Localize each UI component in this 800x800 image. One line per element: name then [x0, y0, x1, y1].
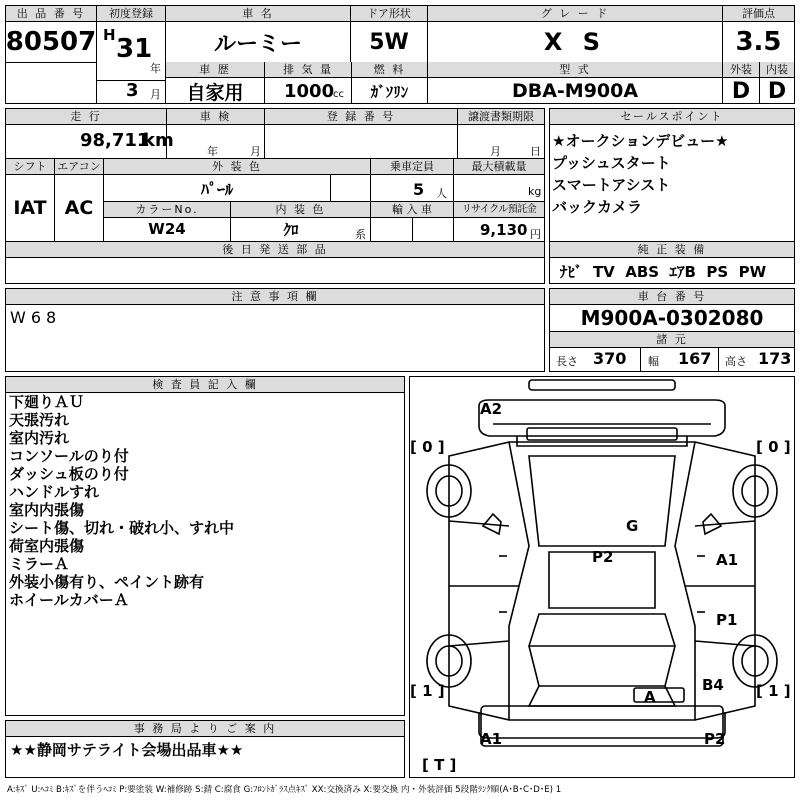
- mileage-unit: km: [143, 130, 174, 151]
- year-unit: 年: [150, 62, 161, 75]
- equipment-label: 純 正 装 備: [550, 242, 794, 258]
- inspector-line: 外装小傷有り、ペイント跡有: [9, 573, 205, 591]
- car-name-label: 車 名: [166, 6, 350, 22]
- notes-value: W68: [10, 308, 62, 327]
- grade: X S: [543, 28, 607, 56]
- model-label: 型 式: [428, 62, 722, 78]
- reg-month: 3: [126, 80, 139, 101]
- reg-year: 31: [116, 34, 153, 64]
- diagram-mark: A1: [716, 551, 739, 569]
- selling-item: ★オークションデビュー★: [552, 132, 729, 150]
- era: H: [103, 26, 116, 44]
- capacity-label: 乗車定員: [371, 159, 453, 175]
- length: 370: [593, 349, 627, 368]
- maxload-label: 最大積載量: [454, 159, 544, 175]
- selling-item: スマートアシスト: [552, 176, 671, 194]
- length-label: 長さ: [556, 355, 578, 368]
- width: 167: [678, 349, 712, 368]
- width-label: 幅: [648, 355, 659, 368]
- month-unit: 月: [150, 88, 161, 101]
- car-diagram: [409, 376, 795, 778]
- inspector-line: ダッシュ板のり付: [9, 465, 129, 483]
- transfer-label: 譲渡書類期限: [458, 109, 544, 125]
- diagram-mark: A2: [480, 400, 503, 418]
- fuel: ｶﾞｿﾘﾝ: [370, 82, 409, 101]
- first-reg-label: 初度登録: [97, 6, 165, 22]
- diagram-mark: A: [644, 688, 656, 706]
- office-value: ★★静岡サテライト会場出品車★★: [10, 741, 244, 759]
- spec-label: 諸 元: [550, 332, 794, 348]
- ac-label: エアコン: [55, 159, 103, 175]
- mileage: 98,711: [80, 130, 150, 151]
- model-code: DBA-M900A: [511, 80, 639, 102]
- selling-item: バックカメラ: [552, 198, 643, 216]
- insp-year-unit: 年: [207, 145, 218, 158]
- car-name: ルーミー: [213, 31, 302, 57]
- equipment: ﾅﾋﾞ TV ABS ｴｱB PS PW: [560, 263, 767, 281]
- inspection-label: 車 検: [167, 109, 264, 125]
- inspector-line: ホイールカバーＡ: [9, 591, 129, 609]
- lot-label: 出 品 番 号: [6, 6, 96, 22]
- recycle-unit: 円: [530, 228, 541, 241]
- diagram-bottom: [ T ]: [422, 756, 457, 774]
- chassis-number: M900A-0302080: [580, 306, 764, 330]
- inspector-line: シート傷、切れ・破れ小、すれ中: [9, 519, 235, 537]
- selling-label: セールスポイント: [550, 109, 794, 125]
- score: 3.5: [735, 27, 782, 57]
- inspector-line: ハンドルすれ: [9, 483, 100, 501]
- air-conditioner: AC: [64, 197, 94, 219]
- transfer-day: 日: [530, 145, 541, 158]
- lot-number: 80507: [5, 27, 97, 57]
- diagram-tr: [ 0 ]: [756, 438, 791, 456]
- recycle-fee: 9,130: [480, 221, 528, 239]
- inspector-line: 天張汚れ: [9, 411, 70, 429]
- history: 自家用: [186, 81, 244, 104]
- selling-list: [552, 130, 729, 218]
- displacement-label: 排 気 量: [265, 62, 351, 78]
- recycle-label: リサイクル預託金: [454, 202, 544, 218]
- notes-label: 注 意 事 項 欄: [6, 289, 544, 305]
- maxload-unit: kg: [528, 185, 542, 198]
- inspector-line: ミラーＡ: [9, 555, 70, 573]
- fuel-label: 燃 料: [352, 62, 427, 78]
- diagram-br: [ 1 ]: [756, 682, 791, 700]
- selling-item: プッシュスタート: [552, 154, 671, 172]
- door-label: ドア形状: [351, 6, 427, 22]
- diagram-mark: B4: [702, 676, 724, 694]
- later-parts-label: 後 日 発 送 部 品: [6, 242, 544, 258]
- import-label: 輸 入 車: [371, 202, 453, 218]
- shift-label: シフト: [6, 159, 54, 175]
- grade-label: グ レ ー ド: [428, 6, 722, 22]
- color-number: W24: [148, 220, 186, 238]
- regno-label: 登 録 番 号: [265, 109, 457, 125]
- insp-month-unit: 月: [250, 145, 261, 158]
- intcolor-label: 内 装 色: [231, 202, 370, 218]
- score-label: 評価点: [723, 6, 794, 22]
- displacement: 1000: [284, 81, 335, 102]
- inspector-line: コンソールのり付: [9, 447, 129, 465]
- diagram-mark: P2: [704, 730, 726, 748]
- diagram-tl: [ 0 ]: [410, 438, 445, 456]
- inspector-line: 荷室内張傷: [9, 537, 85, 555]
- inspector-list: [9, 393, 234, 609]
- body-color: ﾊﾟｰﾙ: [200, 179, 233, 199]
- ext-label: 外装: [723, 62, 759, 78]
- door-type: 5W: [369, 29, 409, 55]
- diagram-mark: P1: [716, 611, 738, 629]
- chassis-label: 車 台 番 号: [550, 289, 794, 305]
- color-label: 外 装 色: [104, 159, 370, 175]
- diagram-bl: [ 1 ]: [410, 682, 445, 700]
- height: 173: [758, 349, 792, 368]
- transfer-month: 月: [490, 145, 501, 158]
- height-label: 高さ: [725, 355, 747, 368]
- shift: IAT: [13, 197, 47, 219]
- inspector-line: 下廻りＡＵ: [9, 393, 85, 411]
- mileage-label: 走 行: [6, 109, 166, 125]
- disp-unit: cc: [333, 89, 344, 100]
- inspector-line: 室内汚れ: [9, 429, 70, 447]
- int-grade: D: [767, 78, 787, 104]
- int-label: 内装: [760, 62, 794, 78]
- intcolor-unit: 系: [355, 228, 366, 241]
- diagram-mark: A1: [480, 730, 503, 748]
- office-label: 事 務 局 よ り ご 案 内: [6, 721, 404, 737]
- history-label: 車 歴: [166, 62, 264, 78]
- capacity: 5: [413, 180, 425, 199]
- legend: A:ｷｽﾞ U:ﾍｺﾐ B:ｷｽﾞを伴うﾍｺﾐ P:要塗装 W:補修跡 S:錆 C:腐食 G:ﾌﾛﾝﾄｶﾞﾗｽ点ｷｽﾞ XX:交換済み X:要交換 内・外装評価 5段階ﾗﾝｸ順(A･B･C･D･E) 1: [7, 785, 562, 795]
- interior-color: ｸﾛ: [283, 220, 299, 239]
- inspector-line: 室内内張傷: [9, 501, 85, 519]
- diagram-mark: P2: [592, 548, 614, 566]
- diagram-mark: G: [626, 517, 639, 535]
- colorno-label: カラーNo.: [104, 202, 230, 218]
- capacity-unit: 人: [436, 187, 447, 200]
- inspector-label: 検 査 員 記 入 欄: [6, 377, 404, 393]
- ext-grade: D: [731, 78, 751, 104]
